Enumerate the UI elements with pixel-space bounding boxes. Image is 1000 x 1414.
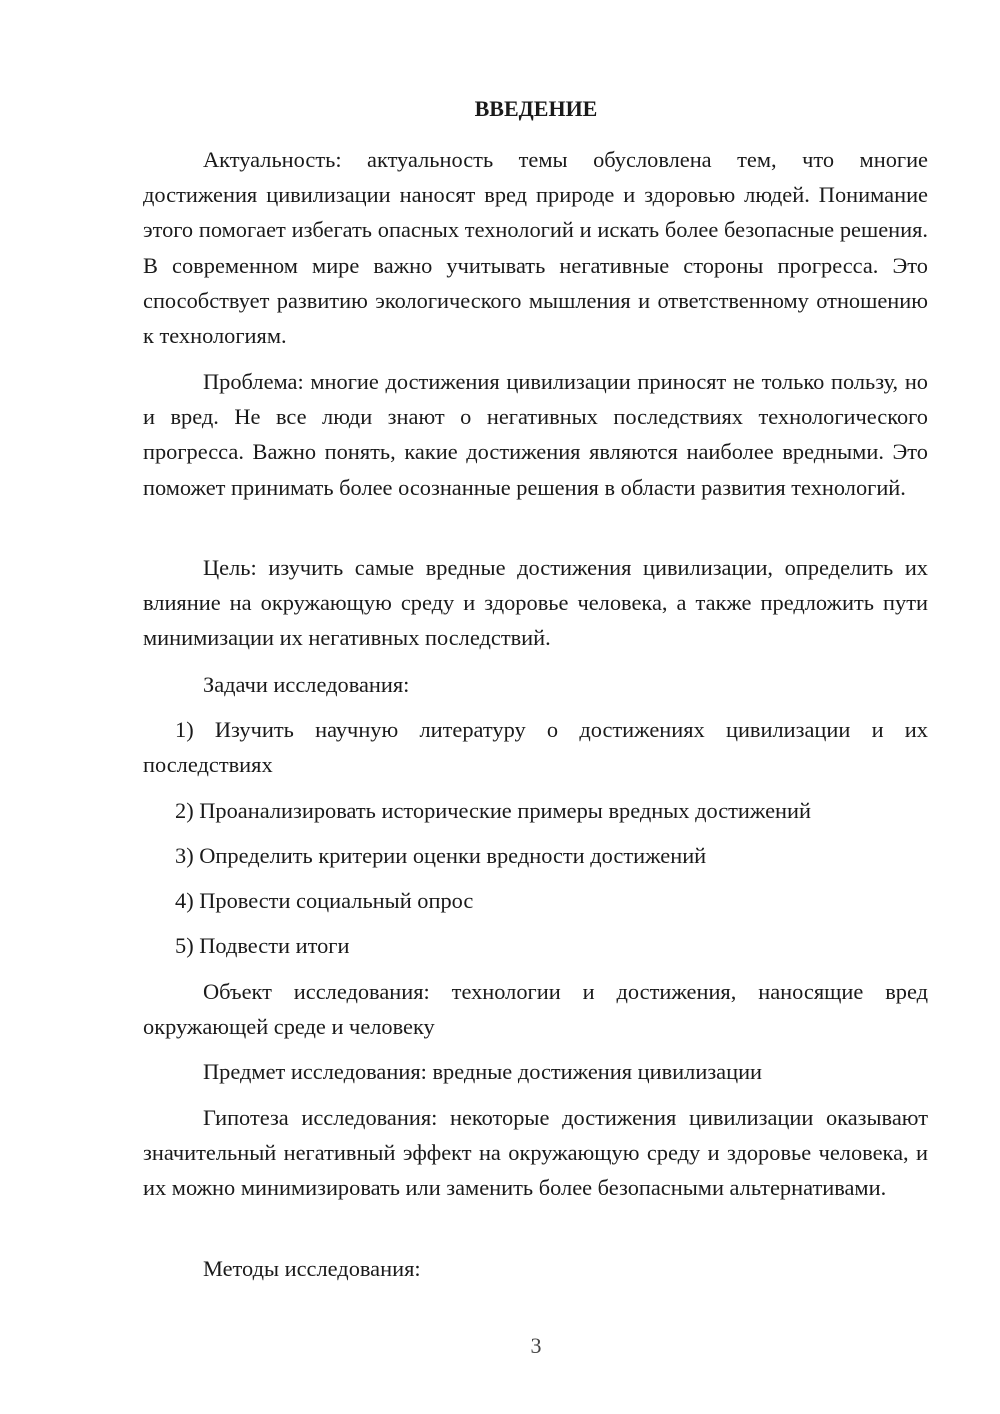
paragraph-hypothesis: Гипотеза исследования: некоторые достижения цивилизации оказывают значительный негативный эффект на окружающую среду и здоровье человека, и их можно минимизировать или заменить более безопасными альтернативами. bbox=[143, 1105, 928, 1201]
paragraph-object: Объект исследования: технологии и достижения, наносящие вред окружающей среде и человеку bbox=[143, 979, 928, 1040]
page-number: 3 bbox=[530, 1333, 542, 1358]
paragraph-problem: Проблема: многие достижения цивилизации приносят не только пользу, но и вред. Не все люди знают о негативных последствиях технологического прогресса. Важно понять, какие достижения являются наиболее вредными. Это поможет принимать более осознанные решения в области развития технологий. bbox=[143, 369, 928, 500]
paragraph-subject: Предмет исследования: вредные достижения цивилизации bbox=[203, 1059, 763, 1084]
list-item: 4) Провести социальный опрос bbox=[175, 888, 474, 913]
list-item: 5) Подвести итоги bbox=[175, 933, 350, 958]
paragraph-relevance: Актуальность: актуальность темы обусловлена тем, что многие достижения цивилизации наносят вред природе и здоровью людей. Понимание этого помогает избегать опасных технологий и искать более безопасные решения. В современном мире важно учитывать негативные стороны прогресса. Это способствует развитию экологического мышления и ответственному отношению к технологиям. bbox=[143, 147, 928, 349]
list-item: 3) Определить критерии оценки вредности достижений bbox=[175, 843, 707, 868]
paragraph-methods: Методы исследования: bbox=[203, 1256, 421, 1281]
page-title: ВВЕДЕНИЕ bbox=[474, 96, 598, 121]
list-item: 1) Изучить научную литературу о достижениях цивилизации и их последствиях bbox=[143, 717, 928, 778]
paragraph-goal: Цель: изучить самые вредные достижения цивилизации, определить их влияние на окружающую среду и здоровье человека, а также предложить пути минимизации их негативных последствий. bbox=[143, 555, 928, 651]
tasks-heading: Задачи исследования: bbox=[203, 672, 410, 697]
list-item: 2) Проанализировать исторические примеры вредных достижений bbox=[175, 798, 811, 823]
